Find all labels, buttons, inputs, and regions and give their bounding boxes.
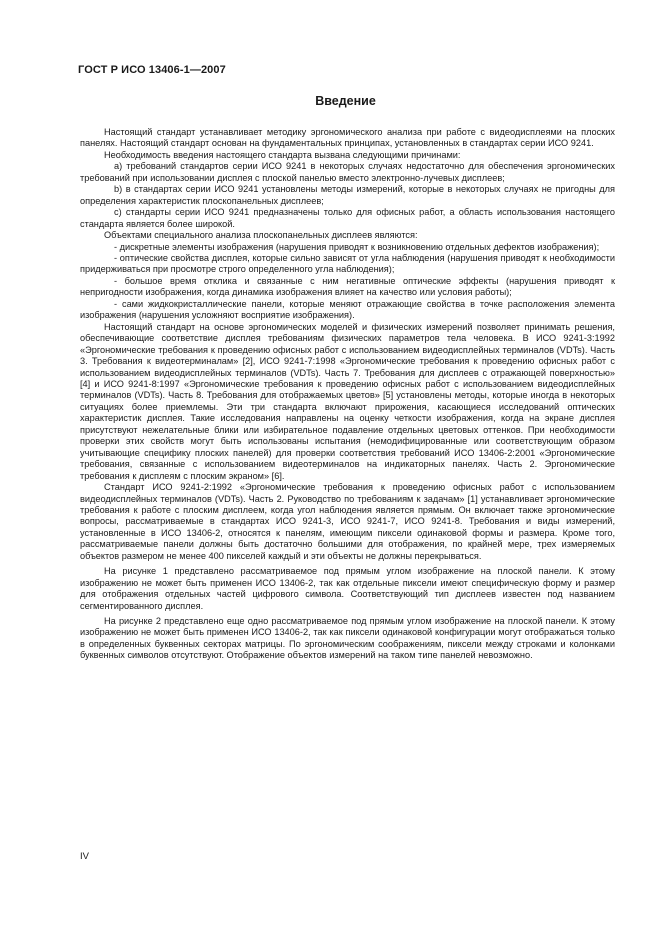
paragraph-standards: Настоящий стандарт на основе эргономических моделей и физических измерений позволяет принимать решения, обеспечивающие соответствие дисплея требованиям физических параметров тела человека. В ИСО 9241-3:1992 «Эргономические требования к проведению офисных работ с использованием видеодисплейных терминалов (VDTs). Часть 3. Требования к видеотерминалам» [2], ИСО 9241-7:1998 «Эргономические требования к проведению офисных работ с использованием видеодисплейных терминалов (VDTs). Часть 7. Требования для дисплеев с отражающей поверхностью» [4] и ИСО 9241-8:1997 «Эргономические требования к проведению офисных работ с использованием видеодисплейных терминалов (VDTs). Часть 8. Требования для отображаемых цветов» [5] установлены методы, которые иногда в некоторых ситуациях более приемлемы. Эти три стандарта включают прирожения, касающиеся исследований оптических характеристик дисплея. Такие исследования направлены на оценку четкости изображения, когда на экране дисплея присутствуют нежелательные блики или избирательное подавление отдельных цветовых оттенков. При необходимости проверки этих свойств могут быть использованы испытания (немодифицированные или соответствующим образом учитывающие специфику плоских панелей) для проверки соответствия требований ИСО 13406-2:2001 «Эргономические требования, связанные с использованием видеотерминалов на индикаторных панелях. Часть 2. Эргономические требования к дисплеям с плоским экраном» [6]. bbox=[80, 321, 615, 481]
page-title bbox=[0, 94, 661, 108]
paragraph-figure-2: На рисунке 2 представлено еще одно рассматриваемое под прямым углом изображение на плоской панели. К этому изображению не может быть применен ИСО 13406-2, так как пиксели одинаковой конфигурации могут отображаться только в определенных буквенных секторах матрицы. По эргономическим соображениям, пиксели между строками и колонками буквенных символов отсутствуют. Отображение объектов измерений на таком типе панелей невозможно. bbox=[80, 616, 615, 661]
list-item-discrete: - дискретные элементы изображения (нарушения приводят к возникновению отдельных дефектов изображения); bbox=[114, 241, 600, 252]
body-text bbox=[80, 127, 615, 662]
list-item-lcd: - сами жидкокристаллические панели, которые меняют отражающие свойства в точке расположения элемента изображения (нарушения усложняют восприятие изображения). bbox=[80, 298, 615, 321]
page-number: IV bbox=[80, 851, 89, 862]
paragraph-iso-9241-2: Стандарт ИСО 9241-2:1992 «Эргономические требования к проведению офисных работ с использованием видеодисплейных терминалов (VDTs). Часть 2. Руководство по требованиям к задачам» [1] устанавливает эргономические требования к работе с плоским дисплеем, когда угол наблюдения является прямым. Он включает также эргономические вопросы, рассматриваемые в стандартах ИСО 9241-3, ИСО 9241-7, ИСО 9241-8. Требования и виды измерений, установленные в ИСО 13406-2, относятся к панелям, имеющим пиксели одинаковой формы и размера. Кроме того, рассматриваемые панели должны быть достаточно большими для отображения, по крайней мере, трех измеряемых объектов размером не менее 400 пикселей каждый и эти объекты не должны перекрываться. bbox=[80, 482, 615, 561]
list-item-b: b) в стандартах серии ИСО 9241 установлены методы измерений, которые в некоторых случаях не пригодны для определения характеристик плоскопанельных дисплеев; bbox=[80, 184, 615, 206]
list-item-c: с) стандарты серии ИСО 9241 предназначены только для офисных работ, а область использования настоящего стандарта является более широкой. bbox=[80, 207, 615, 229]
paragraph-objects-lead: Объектами специального анализа плоскопанельных дисплеев являются: bbox=[104, 230, 418, 241]
paragraph-intro: Настоящий стандарт устанавливает методику эргономического анализа при работе с видеодисплеями на плоских панелях. Настоящий стандарт основан на фундаментальных принципах, установленных в стандартах серии ИСО 9241. bbox=[80, 127, 615, 149]
list-item-a: а) требований стандартов серии ИСО 9241 в некоторых случаях недостаточно для обеспечения эргономических требований при использовании дисплея с плоской панелью вместо электронно-лучевых дисплеев; bbox=[80, 161, 615, 183]
list-item-response: - большое время отклика и связанные с ним негативные оптические эффекты (нарушения приводят к непригодности изображения, когда динамика изображения влияет на качество или условия работы); bbox=[80, 275, 615, 298]
paragraph-figure-1: На рисунке 1 представлено рассматриваемое под прямым углом изображение на плоской панели. К этому изображению не может быть применен ИСО 13406-2, так как отдельные пиксели имеют специфическую форму и размер для отображения отдельных частей цифрового символа. Соответствующий тип дисплеев известен под названием сегментированного дисплея. bbox=[80, 566, 615, 611]
paragraph-reasons-lead: Необходимость введения настоящего стандарта вызвана следующими причинами: bbox=[104, 149, 461, 160]
standard-header: ГОСТ Р ИСО 13406-1—2007 bbox=[78, 64, 226, 76]
list-item-optical: - оптические свойства дисплея, которые сильно зависят от угла наблюдения (нарушения приводят к необходимости придерживаться при просмотре строго определенного угла наблюдения); bbox=[80, 252, 615, 275]
title-text: Введение bbox=[315, 94, 376, 108]
